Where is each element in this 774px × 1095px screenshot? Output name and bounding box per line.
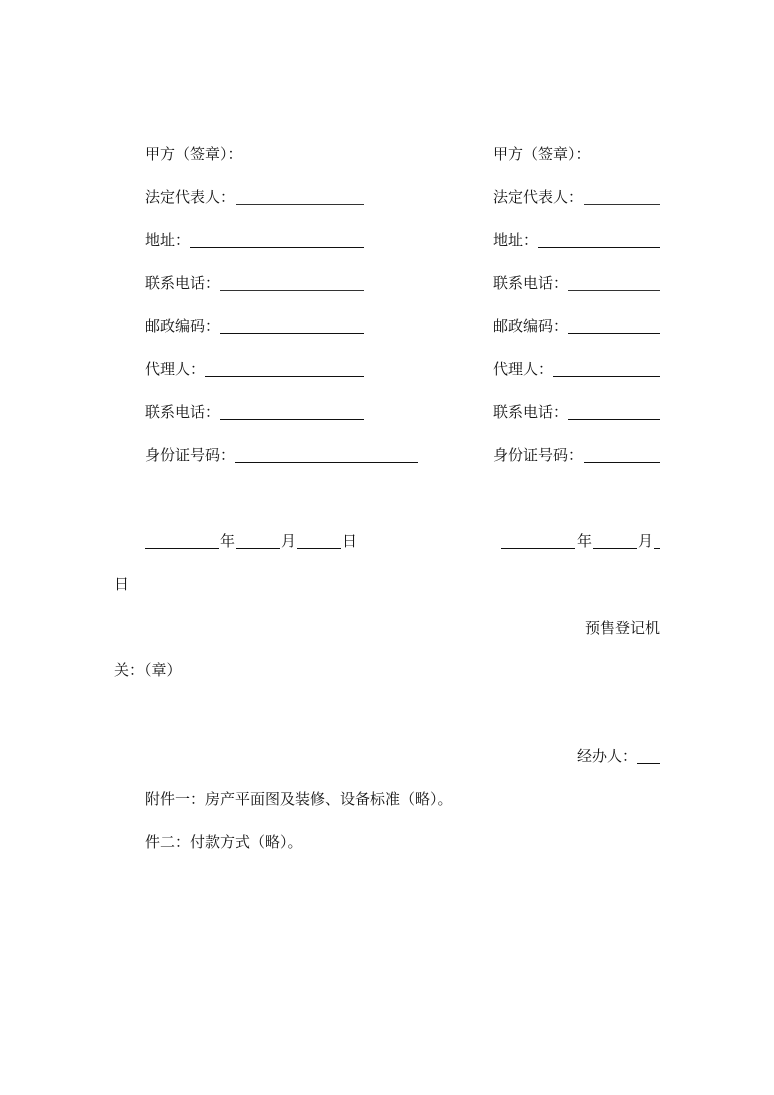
right-id-line[interactable]: [584, 462, 660, 463]
right-date-day: 日: [114, 575, 130, 593]
right-postcode-label: 邮政编码：: [493, 317, 569, 335]
right-date-month-line[interactable]: [593, 548, 637, 549]
left-date-month: 月: [281, 532, 297, 550]
right-agent-line[interactable]: [553, 376, 660, 377]
left-postcode-label: 邮政编码：: [145, 317, 221, 335]
left-date-day-line[interactable]: [297, 548, 341, 549]
left-phone-label: 联系电话：: [145, 274, 221, 292]
left-agent-line[interactable]: [205, 376, 364, 377]
left-agent-label: 代理人：: [145, 360, 206, 378]
left-agent-phone-line[interactable]: [220, 419, 364, 420]
right-postcode-line[interactable]: [568, 333, 660, 334]
right-agent-phone-line[interactable]: [568, 419, 660, 420]
registration-line2: 关：（章）: [114, 661, 182, 679]
right-agent-phone-label: 联系电话：: [493, 403, 569, 421]
left-date-year-line[interactable]: [145, 548, 219, 549]
attachment-2: 件二：付款方式（略）。: [145, 833, 303, 851]
left-rep-line[interactable]: [236, 204, 364, 205]
right-id-label: 身份证号码：: [493, 446, 584, 464]
right-date-month: 月: [638, 532, 654, 550]
left-agent-phone-label: 联系电话：: [145, 403, 221, 421]
handler-label: 经办人：: [577, 747, 638, 765]
left-date-year: 年: [220, 532, 236, 550]
right-party-title: 甲方（签章）：: [493, 145, 591, 163]
right-rep-line[interactable]: [584, 204, 660, 205]
left-phone-line[interactable]: [220, 290, 364, 291]
right-date-year: 年: [577, 532, 593, 550]
left-party-title: 甲方（签章）：: [145, 145, 243, 163]
right-date-tail-line: [654, 548, 660, 549]
left-postcode-line[interactable]: [220, 333, 364, 334]
left-id-line[interactable]: [235, 462, 418, 463]
left-date-day: 日: [342, 532, 358, 550]
left-id-label: 身份证号码：: [145, 446, 236, 464]
left-rep-label: 法定代表人：: [145, 188, 236, 206]
left-date-month-line[interactable]: [236, 548, 280, 549]
right-date-year-line[interactable]: [501, 548, 575, 549]
handler-line[interactable]: [637, 763, 660, 764]
left-address-line[interactable]: [190, 247, 364, 248]
right-address-label: 地址：: [493, 231, 539, 249]
right-rep-label: 法定代表人：: [493, 188, 584, 206]
left-address-label: 地址：: [145, 231, 191, 249]
right-address-line[interactable]: [538, 247, 660, 248]
right-agent-label: 代理人：: [493, 360, 554, 378]
registration-line1: 预售登记机: [585, 619, 661, 637]
right-phone-label: 联系电话：: [493, 274, 569, 292]
right-phone-line[interactable]: [568, 290, 660, 291]
attachment-1: 附件一：房产平面图及装修、设备标准（略）。: [145, 790, 453, 808]
